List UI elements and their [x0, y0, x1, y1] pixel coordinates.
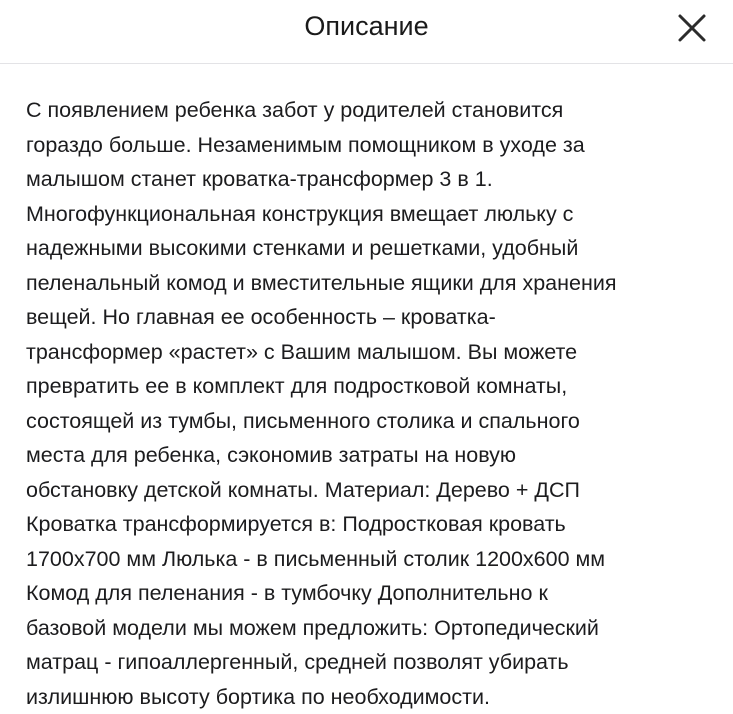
- page-title: Описание: [0, 10, 733, 42]
- description-line: С появлением ребенка забот у родителей становится: [26, 93, 716, 128]
- description-line: пеленальный комод и вместительные ящики для хранения: [26, 266, 716, 301]
- modal-header: [0, 0, 733, 64]
- description-text: [26, 93, 716, 714]
- description-line: обстановку детской комнаты. Материал: Дерево + ДСП: [26, 473, 716, 508]
- description-line: надежными высокими стенками и решетками, удобный: [26, 231, 716, 266]
- description-line: состоящей из тумбы, письменного столика и спального: [26, 404, 716, 439]
- description-line: места для ребенка, сэкономив затраты на новую: [26, 438, 716, 473]
- description-line: гораздо больше. Незаменимым помощником в уходе за: [26, 128, 716, 163]
- close-icon: [674, 10, 710, 46]
- description-line: малышом станет кроватка-трансформер 3 в 1.: [26, 162, 716, 197]
- description-line: трансформер «растет» с Вашим малышом. Вы можете: [26, 335, 716, 370]
- description-line: вещей. Но главная ее особенность – кроватка-: [26, 300, 716, 335]
- description-line: Кроватка трансформируется в: Подростковая кровать: [26, 507, 716, 542]
- description-line: Многофункциональная конструкция вмещает люльку с: [26, 197, 716, 232]
- description-line: превратить ее в комплект для подростковой комнаты,: [26, 369, 716, 404]
- description-line: излишнюю высоту бортика по необходимости.: [26, 680, 716, 714]
- close-button[interactable]: [674, 10, 710, 46]
- description-content: [26, 93, 716, 714]
- description-line: базовой модели мы можем предложить: Ортопедический: [26, 611, 716, 646]
- description-line: 1700х700 мм Люлька - в письменный столик 1200х600 мм: [26, 542, 716, 577]
- description-line: Комод для пеленания - в тумбочку Дополнительно к: [26, 576, 716, 611]
- description-line: матрац - гипоаллергенный, средней позволят убирать: [26, 645, 716, 680]
